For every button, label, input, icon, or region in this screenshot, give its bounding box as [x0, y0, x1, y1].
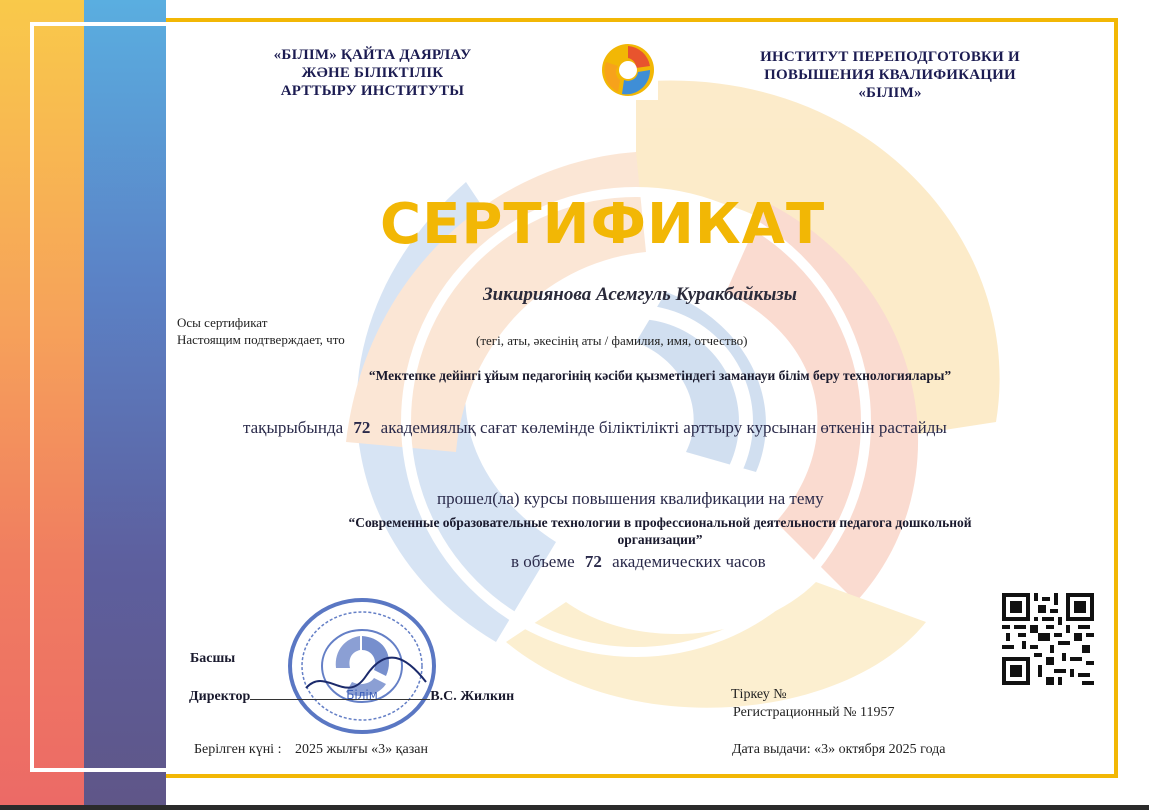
hours-kz-prefix: тақырыбында [243, 418, 344, 437]
director-label: Директор [189, 689, 251, 704]
issue-date-kz [194, 741, 428, 758]
director-line [189, 687, 514, 705]
reg-number: 11957 [860, 705, 895, 720]
volume-suffix: академических часов [612, 552, 766, 571]
issue-date-ru [732, 741, 946, 758]
hours-value-ru: 72 [584, 552, 602, 571]
stamp-text: Білім [346, 688, 378, 702]
issue-date-kz-value: 2025 жылғы «3» қазан [294, 742, 428, 757]
bottom-edge [0, 805, 1149, 810]
topic-ru-line: организации” [617, 532, 703, 547]
institute-logo [598, 40, 658, 100]
qr-code[interactable] [1002, 593, 1094, 685]
certificate-title: СЕРТИФИКАТ [380, 192, 826, 257]
head-kz: Басшы [190, 651, 236, 666]
recipient-name: Зикириянова Асемгуль Куракбайкызы [483, 284, 797, 305]
confirm-kz: Осы сертификат [177, 315, 268, 330]
director-name: В.С. Жилкин [430, 689, 515, 704]
volume-line-ru [511, 552, 766, 572]
topic-ru [250, 514, 1070, 548]
header-left-line: «БІЛІМ» ҚАЙТА ДАЯРЛАУ [273, 47, 472, 63]
hours-kz-suffix: академиялық сағат көлемінде біліктілікті арттыру курсынан өткенін растайды [380, 418, 947, 437]
header-left-institute [250, 46, 495, 100]
header-right-institute [735, 48, 1045, 102]
header-left-line: ЖӘНЕ БІЛІКТІЛІК [301, 65, 444, 81]
reg-kz: Тіркеу № [731, 687, 787, 702]
volume-prefix: в объеме [511, 552, 575, 571]
confirm-ru: Настоящим подтверждает, что [177, 332, 345, 347]
official-stamp [286, 596, 438, 736]
hours-value-kz: 72 [353, 418, 371, 437]
issue-date-ru-value: «3» октября 2025 года [814, 742, 946, 757]
reg-ru-label: Регистрационный № [733, 705, 857, 720]
reg-ru-line [733, 704, 894, 721]
topic-ru-line: “Современные образовательные технологии в профессиональной деятельности педагога дошкольной [348, 515, 972, 530]
course-intro-ru: прошел(ла) курсы повышения квалификации на тему [437, 489, 824, 508]
topic-kz: “Мектепке дейінгі ұйым педагогінің кәсіби қызметіндегі заманауи білім беру технологиялары” [368, 368, 952, 383]
header-right-line: ИНСТИТУТ ПЕРЕПОДГОТОВКИ И [760, 49, 1020, 65]
hours-line-kz [243, 418, 1093, 438]
header-left-line: АРТТЫРУ ИНСТИТУТЫ [280, 83, 465, 99]
header-right-line: «БІЛІМ» [858, 85, 922, 101]
name-caption: (тегі, аты, әкесінің аты / фамилия, имя, отчество) [476, 333, 748, 348]
issue-date-kz-label: Берілген күні : [194, 742, 282, 757]
header-right-line: ПОВЫШЕНИЯ КВАЛИФИКАЦИИ [764, 67, 1016, 83]
issue-date-ru-label: Дата выдачи: [732, 742, 811, 757]
signature-line [250, 687, 430, 700]
